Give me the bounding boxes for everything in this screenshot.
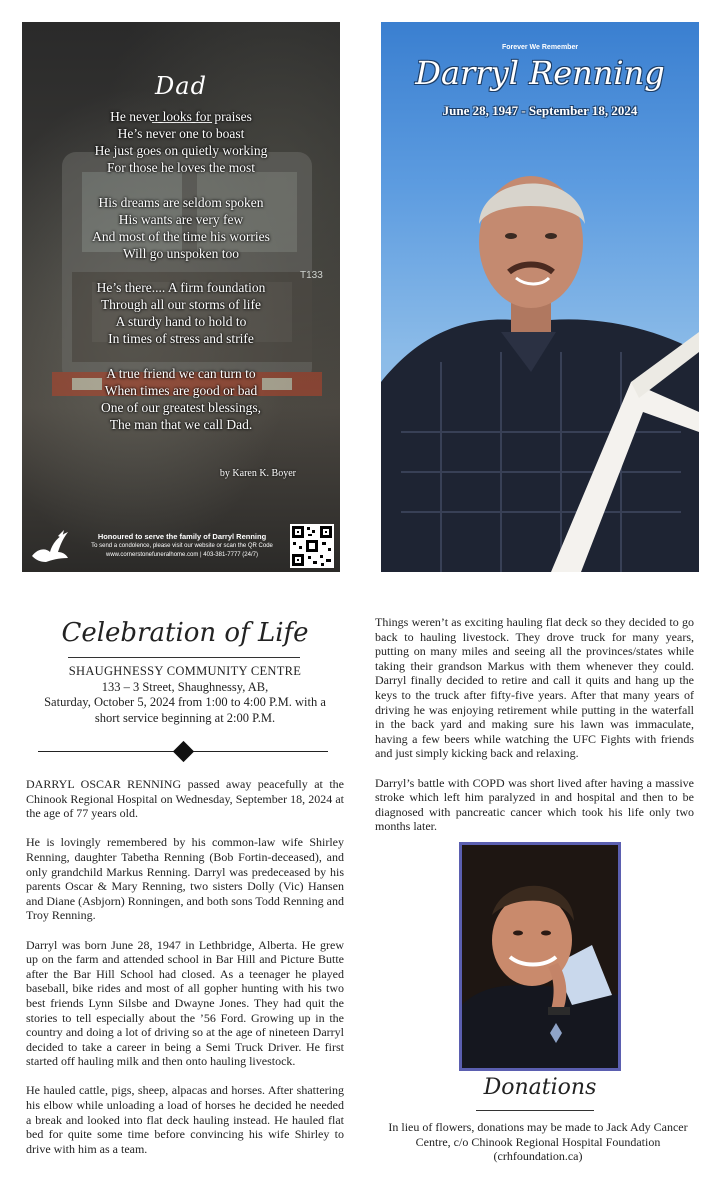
poem-line: For those he loves the most [106, 160, 256, 175]
poem-line: The man that we call Dad. [109, 417, 253, 432]
poem-line: He never looks for praises [110, 109, 252, 124]
poem-line: He’s there.... A firm foundation [96, 280, 266, 295]
poem-line: Will go unspoken too [122, 246, 240, 261]
candid-photo [459, 842, 621, 1071]
obituary-column-left [26, 777, 344, 1171]
candid-photo-image [462, 845, 618, 1068]
poem-author: by Karen K. Boyer [219, 468, 296, 479]
poem-stanza-1 [22, 108, 340, 176]
donations-text: In lieu of flowers, donations may be made to Jack Ady Cancer Centre, c/o Chinook Regional Hospital Foundation (crhfoundation.ca) [388, 1120, 688, 1164]
service-time-note: short service beginning at 2:00 P.M. [94, 710, 276, 725]
poem-line: When times are good or bad [104, 383, 258, 398]
footer-line-1: Honoured to serve the family of Darryl Renning [97, 532, 267, 541]
poem-title: Dad [155, 72, 207, 100]
obituary-column-right [375, 615, 694, 849]
portrait-card [381, 22, 699, 572]
section-divider [38, 742, 328, 762]
poem-line: He’s never one to boast [117, 126, 245, 141]
life-dates: June 28, 1947 - September 18, 2024 [442, 103, 638, 118]
portrait-photo [381, 132, 699, 572]
heading-underline [68, 657, 300, 658]
qr-code-icon[interactable] [290, 524, 334, 568]
poem-line: He just goes on quietly working [94, 143, 268, 158]
forever-we-remember-label: Forever We Remember [501, 44, 579, 51]
obituary-paragraph: Darryl’s battle with COPD was short lived after having a massive stroke which left him paralyzed in and hospital and then to be diagnosed with pancreatic cancer which took his life only two months later. [375, 775, 694, 834]
poem-line: A sturdy hand to hold to [115, 314, 247, 329]
obituary-paragraph: Darryl was born June 28, 1947 in Lethbridge, Alberta. He grew up on the farm and attended school in Bar Hill and Picture Butte after the Bar Hill School had closed. As a teenager he played baseball, bike rides and most of all gopher hunting with his two best friends Lynn Silsbe and Dwayne Jones. They had quit the stories to tell especially about the ’56 Ford. Growing up in the country and doing a lot of driving so at the age of nineteen Darryl decided to take a career in being a Semi Truck Driver. He first started off hauling milk and then onto hauling livestock. [26, 937, 344, 1069]
poem-line: His dreams are seldom spoken [98, 195, 264, 210]
poem-stanza-4 [22, 365, 340, 433]
poem-line: And most of the time his worries [92, 229, 270, 244]
donations-underline [476, 1110, 594, 1111]
venue-address: 133 – 3 Street, Shaughnessy, AB, [101, 679, 269, 694]
poem-line: His wants are very few [118, 212, 244, 227]
poem-line: Through all our storms of life [100, 297, 262, 312]
poem-stanza-3 [22, 279, 340, 347]
poem-stanza-2 [22, 194, 340, 262]
service-details [30, 664, 340, 726]
obituary-paragraph: DARRYL OSCAR RENNING passed away peacefully at the Chinook Regional Hospital on Wednesday, September 18, 2024 at the age of 77 years old. [26, 777, 344, 821]
poem-line: In times of stress and strife [108, 331, 254, 346]
obituary-paragraph: Things weren’t as exciting hauling flat deck so they decided to go back to hauling livestock. They drove truck for many years, putting on many miles and seeing all the provinces/states while taking their grandson Markus with them whenever they could. Darryl finally decided to retire and call it quits and hang up the keys to the truck after fifty-five years. After that many years of driving he was enjoying retirement while putting in the waterfall in the back yard and making sure his lawn was immaculate, having a few beers while watching the UFC Fights with friends and just simply kicking back and relaxing. [375, 615, 694, 761]
dove-icon [28, 526, 72, 566]
celebration-of-life-heading: Celebration of Life [61, 618, 309, 648]
truck-number-label: T133 [300, 270, 323, 281]
footer-line-2: To send a condolence, please visit our website or scan the QR Code [91, 543, 273, 549]
venue-name: SHAUGHNESSY COMMUNITY CENTRE [68, 664, 302, 678]
obituary-paragraph: He is lovingly remembered by his common-law wife Shirley Renning, daughter Tabetha Renning (Bob Fortin-deceased), and only grandchild Markus Renning. Darryl was predeceased by his parents Oscar & Mary Renning, two sisters Dolly (Vic) Hansen and Diane (Asbjorn) Ronningen, and both sons Todd Renning and Troy Renning. [26, 835, 344, 923]
funeral-home-text [72, 532, 292, 559]
footer-website: www.cornerstonefuneralhome.com | 403-381-7777 (24/7) [106, 551, 258, 558]
poem-line: One of our greatest blessings, [100, 400, 262, 415]
obituary-paragraph: He hauled cattle, pigs, sheep, alpacas and horses. After shattering his elbow while unloading a load of horses he decided he needed a break and looked into flat deck hauling instead. He hauled flat bed for quite some time before convincing his wife Shirley to drive with him as a team. [26, 1083, 344, 1156]
poem-card [22, 22, 340, 572]
donations-heading: Donations [483, 1075, 597, 1100]
deceased-name: Darryl Renning [415, 54, 665, 92]
poem-line: A true friend we can turn to [106, 366, 256, 381]
funeral-home-footer [22, 522, 340, 572]
service-datetime: Saturday, October 5, 2024 from 1:00 to 4:00 P.M. with a [44, 695, 326, 709]
diamond-icon [173, 741, 194, 762]
